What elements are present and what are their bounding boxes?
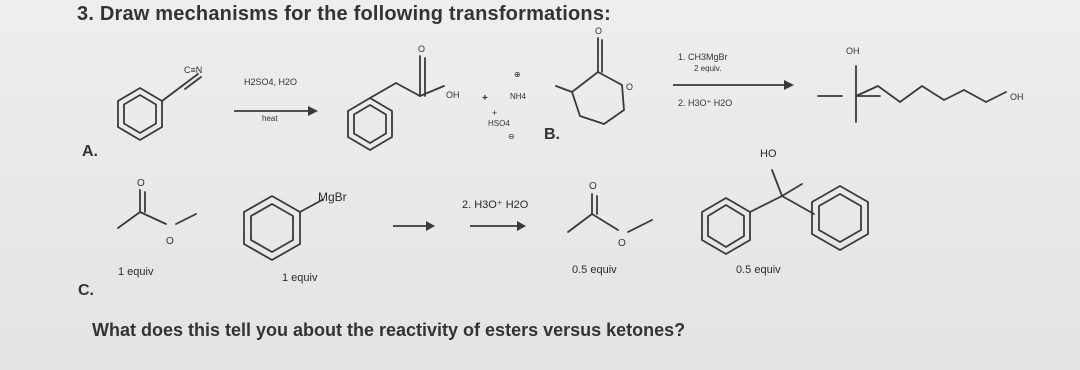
part-a-label: A. (82, 143, 98, 160)
ester-equiv-label: 1 equiv (118, 266, 154, 278)
benzene-ring-product-a (348, 98, 392, 150)
diol-product (818, 46, 1024, 122)
reagents-a-below: heat (262, 114, 278, 123)
alcohol-oh-label: HO (760, 148, 777, 160)
bisulfate-label: HSO4 (488, 119, 510, 128)
ester-ether-o: O (166, 236, 174, 247)
step1-b: 1. CH3MgBr (678, 52, 728, 62)
tertiary-alcohol-product (702, 170, 868, 254)
reaction-arrowhead-c1 (426, 221, 435, 231)
recovered-ester (568, 181, 652, 249)
recovered-carbonyl-o: O (589, 181, 597, 192)
benzene-ring-reactant-a (118, 88, 162, 140)
phenyl-grignard (244, 196, 322, 260)
product-oh-2: OH (1010, 92, 1024, 102)
ester-carbonyl-o: O (137, 178, 145, 189)
step1-equiv-b: 2 equiv. (694, 64, 722, 73)
lactone-carbonyl-o: O (595, 26, 603, 36)
plus-sign-a2: + (492, 108, 498, 118)
lactone-ring-o: O (626, 82, 634, 92)
reaction-arrowhead-b (784, 80, 794, 90)
reagents-a-above: H2SO4, H2O (244, 77, 298, 87)
ammonium-charge: ⊕ (514, 70, 521, 79)
carboxylic-acid-chain (370, 44, 444, 98)
recovered-ether-o: O (618, 238, 626, 249)
part-b-label: B. (544, 126, 560, 143)
recovered-ester-equiv: 0.5 equiv (572, 264, 617, 276)
hydroxyl-label-a: OH (446, 90, 460, 100)
product-oh-1: OH (846, 46, 860, 56)
plus-sign-a1: + (482, 93, 488, 104)
reaction-arrowhead-a (308, 106, 318, 116)
grignard-equiv-label: 1 equiv (282, 272, 318, 284)
step2-b: 2. H3O⁺ H2O (678, 98, 733, 108)
question-heading: 3. Draw mechanisms for the following transformations: (77, 3, 612, 25)
part-c-label: C. (78, 282, 94, 299)
ammonium-label: NH4 (510, 92, 527, 101)
lactone-ring (556, 26, 633, 124)
methyl-acetate (118, 178, 196, 247)
workup-c-label: 2. H3O⁺ H2O (462, 199, 529, 211)
alcohol-equiv-label: 0.5 equiv (736, 264, 781, 276)
bisulfate-charge: ⊖ (508, 132, 515, 141)
grignard-group-label: MgBr (318, 190, 347, 204)
carbonyl-o-a: O (418, 44, 426, 54)
reaction-arrowhead-c2 (517, 221, 526, 231)
nitrile-chain (162, 65, 202, 101)
nitrile-group-label: C≡N (184, 65, 203, 75)
question-footer: What does this tell you about the reactivity of esters versus ketones? (92, 320, 686, 340)
